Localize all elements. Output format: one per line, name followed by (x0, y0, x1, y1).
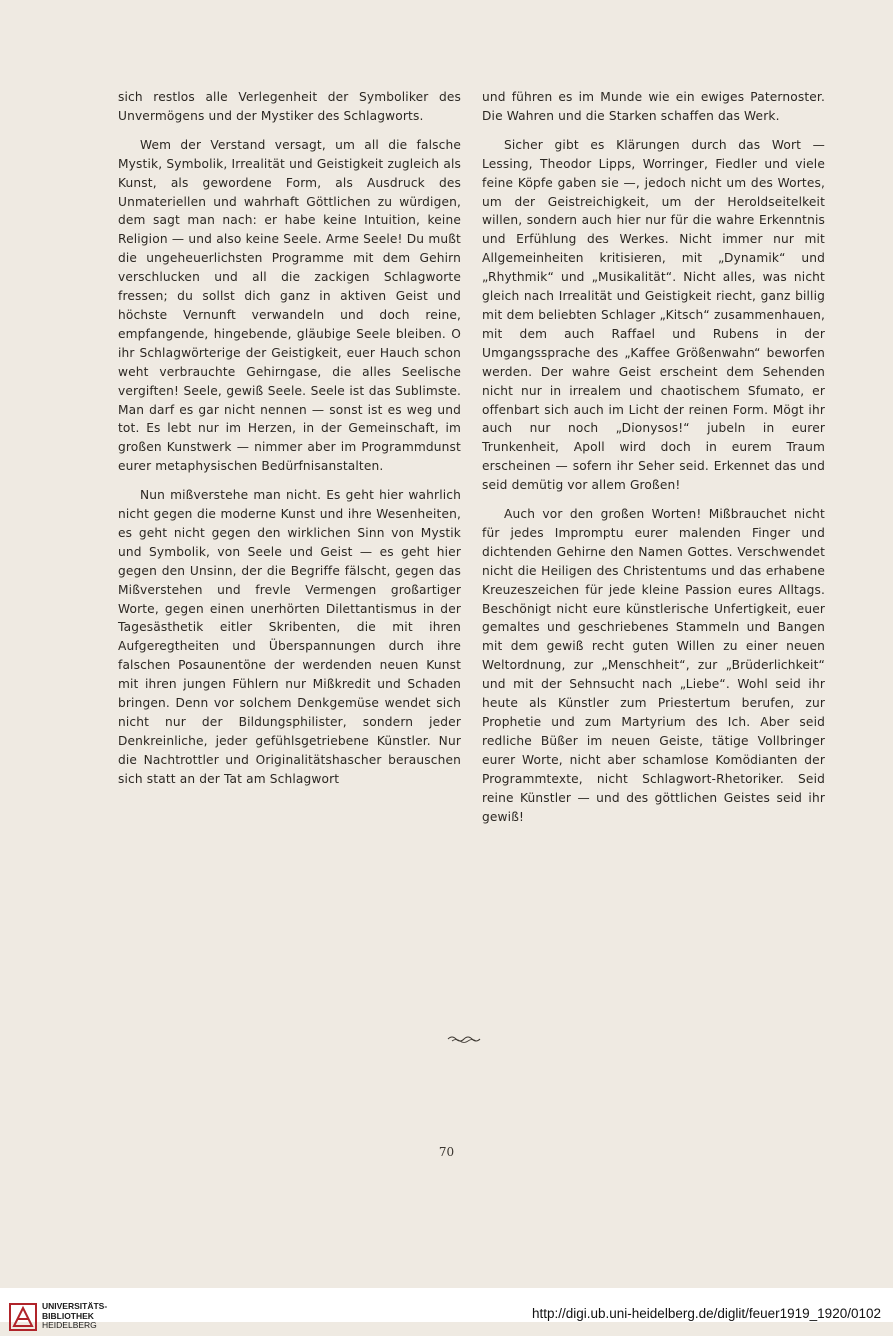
library-line-2: BIBLIOTHEK (42, 1310, 94, 1321)
section-ornament-icon (446, 1032, 482, 1046)
left-column (118, 88, 461, 799)
library-logo-icon (8, 1302, 38, 1336)
right-paragraph-3: Auch vor den großen Worten! Mißbrauchet nicht für jedes Impromptu eurer malenden Finger und dichtenden Gehirne den Namen Gottes. Verschwendet nicht die Heiligen des Christentums und das erhabene Kreuzeszeichen für jede kleine Passion eures Alltags. Beschönigt nicht eure künstlerische Unfertigkeit, euer gemaltes und geschriebenes Stammeln und Bangen mit dem gewiß recht guten Willen zu einer neuen Weltordnung, zur „Menschheit“, zur „Brüderlichkeit“ und mit der Sehnsucht nach „Liebe“. Wohl seid ihr heute als Künstler zum Priestertum berufen, zur Prophetie und zum Martyrium des Ich. Aber seid redliche Büßer im neuen Geiste, tätige Vollbringer eurer Worte, nicht aber schamlose Komödianten der Programmtexte, nicht Schlagwort-Rhetoriker. Seid reine Künstler — und des göttlichen Geistes seid ihr gewiß! (482, 507, 825, 824)
right-paragraph-2: Sicher gibt es Klärungen durch das Wort — Lessing, Theodor Lipps, Worringer, Fiedler und viele feine Köpfe gaben sie —, jedoch nicht um des Wortes, um der Geistreichigkeit, um der Heroldseitelkeit willen, sondern auch hier nur für die wahre Erkenntnis und Erfühlung des Werkes. Nicht immer nur mit Allgemeinheiten kritisieren, mit „Dynamik“ und „Rhythmik“ und „Musikalität“. Nicht alles, was nicht gleich nach Irrealität und Geistigkeit riecht, ganz billig mit dem beliebten Schlager „Kitsch“ zusammenhauen, mit dem auch Raffael und Rubens in der Umgangssprache des „Kaffee Größenwahn“ beworfen werden. Der wahre Geist erscheint dem Sehenden nicht nur in irrealem und chaotischem Sfumato, er offenbart sich auch im Licht der reinen Form. Mögt ihr auch nur noch „Dionysos!“ jubeln in eurer Trunkenheit, Apoll wird doch in eurem Traum erscheinen — sofern ihr Seher seid. Erkennet das und seid demütig vor allem Großen! (482, 137, 825, 493)
library-line-3: HEIDELBERG (42, 1320, 97, 1330)
left-paragraph-3: Nun mißverstehe man nicht. Es geht hier wahrlich nicht gegen die moderne Kunst und ihre Wesenheiten, es geht nicht gegen den wirklichen Sinn von Mystik und Symbolik, von Seele und Geist — es geht hier gegen den Unsinn, der die Begriffe fälscht, gegen das Mißverstehen und frevle Vermengen großartiger Worte, gegen einen unerhörten Dilettantismus in der Tagesästhetik eitler Skribenten, die mit ihren Aufgeregtheiten und Überspannungen durch ihre falschen Posaunentöne der werdenden neuen Kunst mit ihren jungen Fühlern nur Mißkredit und Schaden bringen. Denn vor solchem Denkgemüse wendet sich nicht nur der Bildungsphilister, sondern jeder Denkreinliche, jeder gefühlsgetriebene Künstler. Nur die Nachtrottler und Originalitätshascher berauschen sich statt an der Tat am Schlagwort (118, 488, 461, 786)
library-line-1: UNIVERSITÄTS- (42, 1301, 108, 1311)
page-number: 70 (438, 1145, 455, 1159)
library-name (42, 1302, 107, 1331)
left-paragraph-1: sich restlos alle Verlegenheit der Symboliker des Unvermögens und der Mystiker des Schlagworts. (118, 90, 461, 123)
permalink-url[interactable]: http://digi.ub.uni-heidelberg.de/diglit/feuer1919_1920/0102 (531, 1306, 881, 1321)
right-column (482, 88, 825, 836)
right-paragraph-1: und führen es im Munde wie ein ewiges Paternoster. Die Wahren und die Starken schaffen das Werk. (482, 90, 825, 123)
left-paragraph-2: Wem der Verstand versagt, um all die falsche Mystik, Symbolik, Irrealität und Geistigkeit zugleich als Kunst, als gewordene Form, als Ausdruck des Unmateriellen und wahrhaft Göttlichen zu würdigen, dem sagt man nach: er habe keine Intuition, keine Religion — und also keine Seele. Arme Seele! Du mußt die ungeheuerlichsten Programme mit dem Gehirn verschlucken und all die zackigen Schlagworte fressen; du sollst dich ganz in aktiven Geist und höchste Vernunft verwandeln und doch reine, empfangende, hingebende, gläubige Seele bleiben. O ihr Schlagwörterige der Geistigkeit, euer Hauch schon weht verbrauchte Gehirngase, die alles Seelische vergiften! Seele, gewiß Seele. Seele ist das Sublimste. Man darf es gar nicht nennen — sonst ist es weg und tot. Es lebt nur im Herzen, in der Gemeinschaft, im großen Kunstwerk — nimmer aber im Programmdunst eurer metaphysischen Bedürfnisanstalten. (118, 137, 461, 474)
